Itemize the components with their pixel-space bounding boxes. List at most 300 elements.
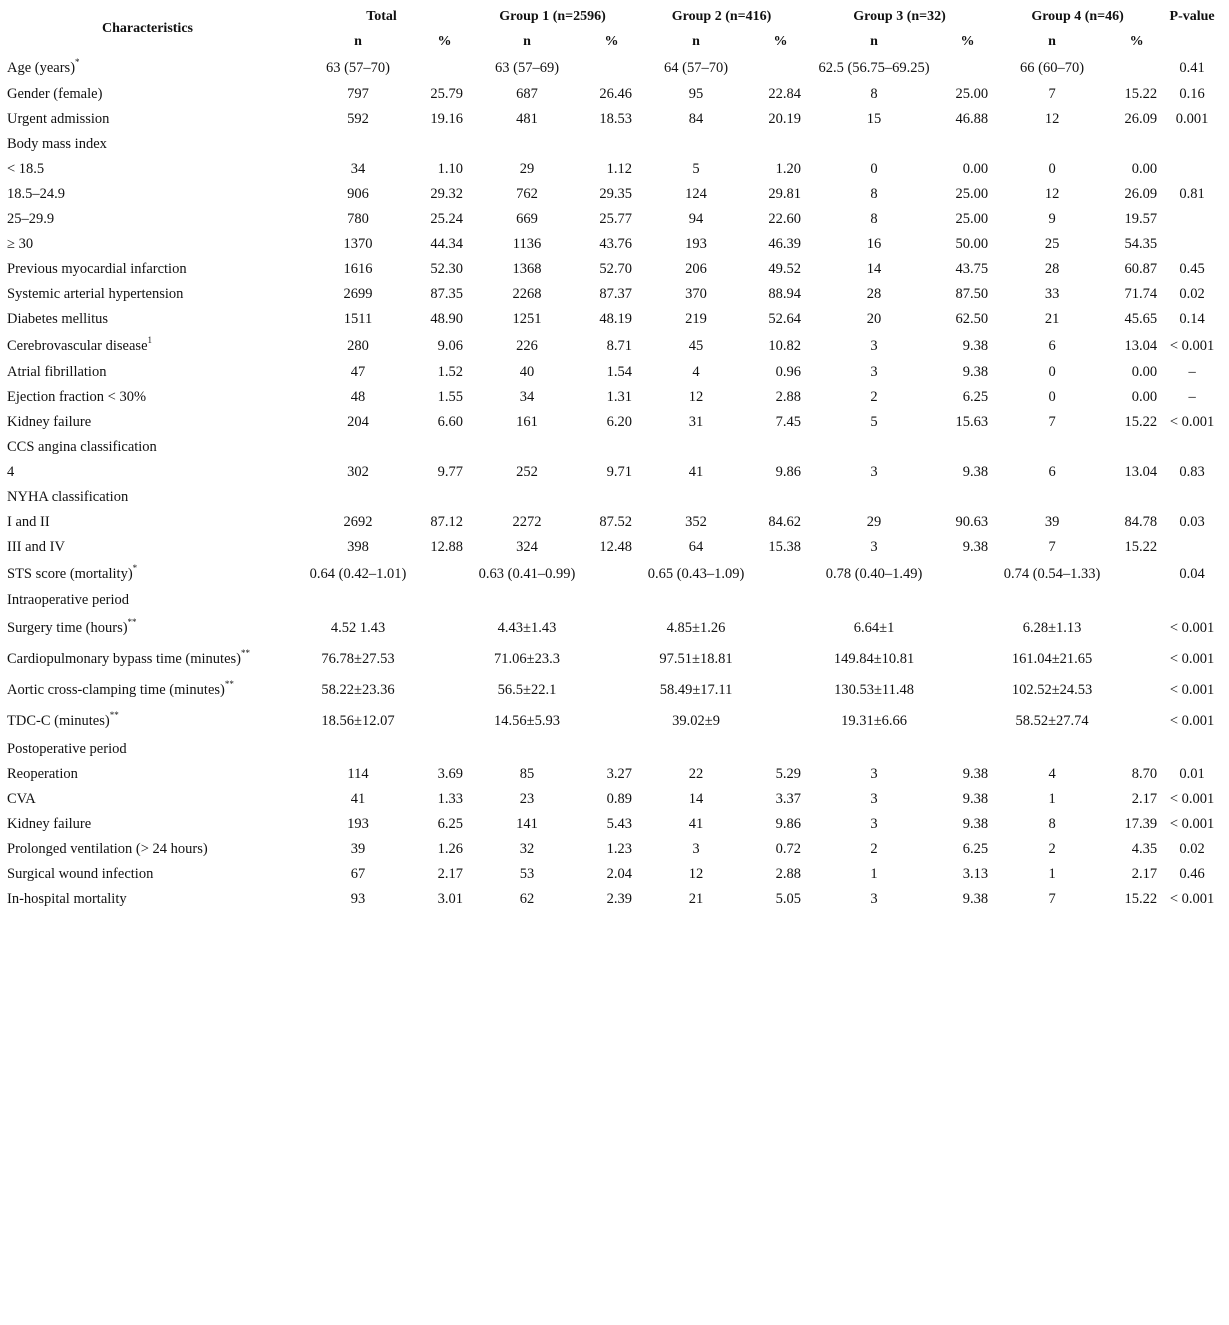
header-percent: % [773,34,788,49]
cell-n: 226 [516,337,538,354]
cell-n: 1511 [343,311,373,327]
cell-summary: 63 (57–70) [325,59,391,76]
cell-percent: 87.37 [599,286,633,302]
cell-percent: 9.38 [962,464,989,480]
cell-empty [942,560,993,588]
cell-percent: 3.13 [962,866,989,882]
cell-empty [586,560,637,588]
cell-percent: 46.88 [955,111,989,127]
cell-summary: 0.78 (0.40–1.49) [825,565,923,582]
cell-n: 5 [692,161,700,177]
header-characteristics: Characteristics [102,21,193,36]
footnote-marker: ** [240,648,250,658]
cell-n: 1 [1048,866,1056,882]
cell-percent: 0.96 [775,364,802,380]
row-label [0,307,295,332]
cell-n: 252 [516,464,538,480]
cell-n: 2272 [512,514,542,530]
row-label-text: Age (years) [7,59,76,76]
cell-empty [586,613,637,644]
cell-n: 3 [870,464,878,480]
cell-n: 687 [516,86,538,102]
cell-n: 0 [870,161,878,177]
row-label-text: Previous myocardial infarction [7,261,187,277]
row-label [0,282,295,307]
cell-pvalue: < 0.001 [1169,713,1215,729]
cell-empty [586,644,637,675]
cell-summary: 0.63 (0.41–0.99) [478,565,576,582]
cell-percent: 22.60 [768,211,802,227]
cell-n: 9 [1048,211,1056,227]
row-label [0,54,295,82]
row-label-text: Gender (female) [7,86,103,102]
cell-empty [755,485,806,510]
row-label-text: III and IV [7,539,65,555]
cell-summary: 130.53±11.48 [834,682,914,698]
header-n: n [523,34,531,49]
cell-summary: 161.04±21.65 [1011,651,1093,667]
cell-percent: 25.00 [955,86,989,102]
cell-n: 14 [866,261,882,277]
cell-percent: 1.12 [606,161,633,177]
cell-empty [755,706,806,737]
cell-percent: 48.90 [430,311,464,327]
table-row [0,510,1222,535]
header-n: n [1048,34,1056,49]
cell-percent: 87.35 [430,286,464,302]
cell-n: 302 [347,464,369,480]
cell-pvalue: < 0.001 [1169,816,1215,832]
cell-percent: 9.38 [962,539,989,555]
cell-percent: 3.01 [437,891,464,907]
cell-n: 95 [688,86,704,102]
header-percent: % [1129,34,1144,49]
row-label [0,485,295,510]
cell-empty [421,737,468,762]
row-label-text: CVA [7,791,36,807]
row-label-text: Prolonged ventilation (> 24 hours) [7,841,208,857]
cell-summary: 19.31±6.66 [841,713,908,729]
cell-n: 0 [1048,389,1056,405]
footnote-marker: * [132,562,138,573]
cell-empty [1111,54,1162,82]
cell-percent: 5.43 [606,816,633,832]
cell-pvalue: 0.14 [1179,311,1205,327]
cell-n: 1 [870,866,878,882]
cell-percent: 10.82 [768,337,802,354]
header-n: n [692,34,700,49]
cell-percent: 62.50 [955,311,989,327]
cell-percent: 0.00 [1131,389,1158,405]
table-row [0,82,1222,107]
cell-n: 53 [519,866,535,882]
cell-n: 324 [516,539,538,555]
cell-summary: 149.84±10.81 [833,651,915,667]
cell-pvalue: 0.83 [1179,464,1205,480]
cell-n: 3 [870,891,878,907]
row-label [0,887,295,912]
cell-percent: 25.77 [599,211,633,227]
table-row [0,837,1222,862]
cell-percent: 6.60 [437,414,464,430]
cell-percent: 87.12 [430,514,464,530]
cell-empty [993,737,1111,762]
table-row [0,588,1222,613]
cell-percent: 29.32 [430,186,464,202]
cell-empty [421,613,468,644]
table-row [0,182,1222,207]
cell-percent: 0.72 [775,841,802,857]
cell-n: 1370 [343,236,373,252]
cell-pvalue [1162,232,1222,257]
cell-percent: 20.19 [768,111,802,127]
cell-percent: 1.26 [437,841,464,857]
cell-pvalue: 0.001 [1175,111,1209,127]
footnote-marker: * [75,56,80,67]
header-group: Total [366,9,397,24]
cell-percent: 6.25 [962,841,989,857]
row-label [0,588,295,613]
row-label [0,737,295,762]
cell-percent: 25.00 [955,186,989,202]
cell-n: 592 [347,111,369,127]
cell-pvalue: < 0.001 [1169,651,1215,667]
cell-percent: 0.00 [1131,161,1158,177]
footnote-marker: 1 [147,334,153,345]
cell-empty [755,132,806,157]
cell-pvalue: < 0.001 [1169,337,1215,354]
cell-empty [421,675,468,706]
cell-n: 141 [516,816,538,832]
cell-pvalue: 0.16 [1179,86,1205,102]
cell-percent: 3.37 [775,791,802,807]
row-label-text: TDC-C (minutes) [7,713,110,729]
cell-empty [993,435,1111,460]
cell-summary: 66 (60–70) [1020,59,1085,76]
cell-empty [755,737,806,762]
cell-empty [942,54,993,82]
cell-pvalue: 0.01 [1179,766,1205,782]
cell-empty [421,435,468,460]
cell-summary: 6.28±1.13 [1022,620,1082,636]
cell-empty [1111,675,1162,706]
cell-percent: 0.00 [1131,364,1158,380]
cell-percent: 6.25 [962,389,989,405]
cell-summary: 0.64 (0.42–1.01) [309,565,407,582]
cell-percent: 13.04 [1124,464,1158,480]
cell-percent: 17.39 [1124,816,1158,832]
row-label [0,862,295,887]
cell-pvalue [1162,485,1222,510]
row-label [0,812,295,837]
cell-empty [806,588,942,613]
cell-percent: 9.38 [962,337,989,354]
cell-n: 352 [685,514,707,530]
row-label-text: In-hospital mortality [7,891,127,907]
cell-percent: 25.24 [430,211,464,227]
row-label-text: < 18.5 [7,161,45,177]
cell-percent: 12.88 [430,539,464,555]
cell-percent: 6.25 [437,816,464,832]
cell-n: 1136 [512,236,542,252]
cell-pvalue: 0.02 [1179,841,1205,857]
cell-percent: 48.19 [599,311,633,327]
row-label [0,232,295,257]
cell-empty [1111,737,1162,762]
row-label-text: Intraoperative period [7,592,129,608]
cell-percent: 8.71 [606,337,633,354]
row-label-text: Urgent admission [7,111,110,127]
table-row [0,435,1222,460]
cell-n: 2 [1048,841,1056,857]
cell-n: 28 [1044,261,1060,277]
cell-empty [1111,560,1162,588]
cell-empty [993,588,1111,613]
header-percent: % [437,34,452,49]
cell-empty [586,737,637,762]
row-label [0,82,295,107]
header-percent: % [960,34,975,49]
cell-percent: 1.31 [606,389,633,405]
cell-empty [942,132,993,157]
cell-n: 2 [870,841,878,857]
header-group: Group 3 (n=32) [853,9,946,24]
cell-empty [755,560,806,588]
row-label [0,182,295,207]
cell-percent: 9.06 [437,337,464,354]
cell-n: 12 [1044,186,1060,202]
cell-summary: 56.5±22.1 [497,682,557,698]
cell-n: 1251 [512,311,542,327]
cell-n: 93 [350,891,366,907]
cell-percent: 54.35 [1124,236,1158,252]
cell-pvalue: 0.46 [1179,866,1205,882]
cell-summary: 58.49±17.11 [659,682,733,698]
cell-pvalue: 0.04 [1179,565,1205,582]
row-label [0,787,295,812]
table-row [0,787,1222,812]
table-row [0,675,1222,706]
cell-n: 124 [685,186,707,202]
row-label [0,410,295,435]
cell-n: 45 [688,337,704,354]
cell-percent: 2.88 [775,866,802,882]
header-group: Group 4 (n=46) [1031,9,1124,24]
cell-summary: 63 (57–69) [494,59,560,76]
row-label-text: Reoperation [7,766,78,782]
cell-n: 67 [350,866,366,882]
cell-percent: 46.39 [768,236,802,252]
cell-percent: 29.81 [768,186,802,202]
cell-percent: 19.16 [430,111,464,127]
cell-n: 1616 [343,261,373,277]
table-row [0,107,1222,132]
cell-empty [993,485,1111,510]
cell-n: 8 [870,86,878,102]
row-label-text: Cardiopulmonary bypass time (minutes) [7,651,241,667]
row-label [0,257,295,282]
cell-percent: 71.74 [1124,286,1158,302]
cell-empty [637,588,755,613]
cell-summary: 0.65 (0.43–1.09) [647,565,745,582]
cell-pvalue [1162,588,1222,613]
cell-n: 29 [866,514,882,530]
footnote-marker: ** [127,617,137,627]
row-label-text: ≥ 30 [7,236,34,252]
row-label [0,837,295,862]
cell-empty [755,435,806,460]
table-header [0,4,1222,54]
cell-percent: 3.27 [606,766,633,782]
cell-n: 193 [347,816,369,832]
cell-percent: 45.65 [1124,311,1158,327]
cell-n: 7 [1048,86,1056,102]
cell-pvalue: – [1188,389,1196,405]
cell-percent: 44.34 [430,236,464,252]
cell-n: 25 [1044,236,1060,252]
cell-empty [421,560,468,588]
cell-empty [295,588,421,613]
cell-n: 762 [516,186,538,202]
cell-percent: 52.70 [599,261,633,277]
cell-n: 161 [516,414,538,430]
cell-n: 22 [688,766,704,782]
cell-n: 193 [685,236,707,252]
footnote-marker: ** [109,710,119,720]
cell-n: 39 [350,841,366,857]
cell-n: 62 [519,891,535,907]
cell-n: 1 [1048,791,1056,807]
cell-summary: 4.43±1.43 [497,620,557,636]
row-label-text: Surgical wound infection [7,866,154,882]
cell-n: 34 [350,161,366,177]
cell-percent: 19.57 [1124,211,1158,227]
cell-n: 3 [870,791,878,807]
row-label [0,762,295,787]
cell-summary: 58.52±27.74 [1015,713,1089,729]
cell-pvalue [1162,132,1222,157]
cell-empty [755,675,806,706]
cell-pvalue: 0.45 [1179,261,1205,277]
cell-n: 1368 [512,261,542,277]
cell-empty [295,485,421,510]
cell-n: 3 [870,766,878,782]
cell-n: 2 [870,389,878,405]
cell-n: 31 [688,414,704,430]
cell-percent: 29.35 [599,186,633,202]
row-label [0,675,295,706]
cell-summary: 39.02±9 [672,713,720,729]
row-label-text: 18.5–24.9 [7,186,65,202]
table-body [0,54,1222,912]
cell-percent: 2.17 [1131,866,1158,882]
cell-percent: 9.86 [775,816,802,832]
cell-percent: 0.89 [606,791,633,807]
cell-percent: 6.20 [606,414,633,430]
cell-percent: 9.38 [962,816,989,832]
cell-n: 370 [685,286,707,302]
cell-n: 39 [1044,514,1060,530]
row-label-text: STS score (mortality) [7,565,133,582]
table-row [0,332,1222,360]
row-label-text: Atrial fibrillation [7,364,107,380]
cell-percent: 1.52 [437,364,464,380]
cell-percent: 2.39 [606,891,633,907]
table-row [0,862,1222,887]
table-row [0,706,1222,737]
cell-n: 64 [688,539,704,555]
header-n: n [870,34,878,49]
cell-empty [993,132,1111,157]
cell-percent: 87.50 [955,286,989,302]
cell-empty [295,435,421,460]
table-row [0,737,1222,762]
cell-empty [637,737,755,762]
cell-percent: 50.00 [955,236,989,252]
cell-n: 204 [347,414,369,430]
cell-pvalue: 0.02 [1179,286,1205,302]
cell-percent: 8.70 [1131,766,1158,782]
row-label [0,207,295,232]
cell-n: 3 [870,337,878,354]
cell-percent: 52.64 [768,311,802,327]
row-label [0,332,295,360]
row-label-text: CCS angina classification [7,439,157,455]
header-group: Group 2 (n=416) [671,9,772,24]
cell-empty [1111,132,1162,157]
cell-n: 12 [688,389,704,405]
row-label-text: Surgery time (hours) [7,620,128,636]
cell-pvalue: < 0.001 [1169,891,1215,907]
cell-n: 398 [347,539,369,555]
cell-pvalue: 0.03 [1179,514,1205,530]
cell-n: 85 [519,766,535,782]
cell-empty [421,485,468,510]
cell-empty [942,706,993,737]
cell-empty [586,588,637,613]
cell-pvalue: 0.41 [1179,59,1205,76]
cell-n: 8 [870,211,878,227]
cell-summary: 18.56±12.07 [321,713,395,729]
table-row [0,257,1222,282]
cell-summary: 71.06±23.3 [494,651,560,667]
cell-empty [468,485,586,510]
table-row [0,410,1222,435]
table-row [0,485,1222,510]
cell-empty [586,485,637,510]
cell-percent: 90.63 [955,514,989,530]
row-label-text: 4 [7,464,15,480]
table-row [0,887,1222,912]
table-row [0,207,1222,232]
cell-pvalue [1162,207,1222,232]
row-label-text: Kidney failure [7,414,92,430]
cell-n: 4 [1048,766,1056,782]
table-row [0,560,1222,588]
cell-n: 3 [692,841,700,857]
cell-n: 5 [870,414,878,430]
cell-empty [295,132,421,157]
cell-empty [806,737,942,762]
row-label-text: 25–29.9 [7,211,55,227]
cell-percent: 12.48 [599,539,633,555]
cell-percent: 15.22 [1124,539,1158,555]
cell-n: 48 [350,389,366,405]
cell-empty [806,132,942,157]
cell-pvalue: < 0.001 [1169,620,1215,636]
cell-n: 669 [516,211,538,227]
cell-percent: 26.46 [599,86,633,102]
